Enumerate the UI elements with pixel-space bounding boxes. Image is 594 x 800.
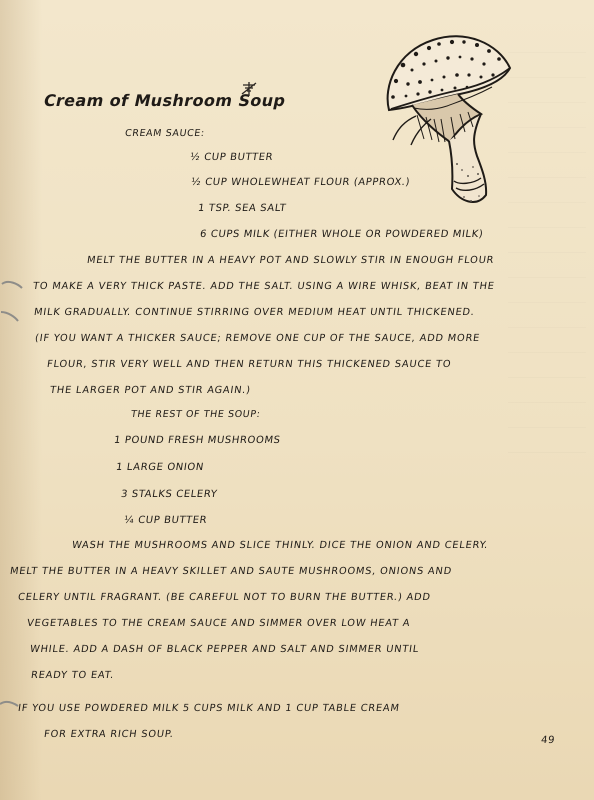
cream-sauce-method-line: TO MAKE A VERY THICK PASTE. ADD THE SALT. USING A WIRE WHISK, BEAT IN THE [32, 281, 496, 292]
cream-sauce-method-line: MELT THE BUTTER IN A HEAVY POT AND SLOWLY STIR IN ENOUGH FLOUR [86, 255, 495, 266]
cream-sauce-ingredient: 6 CUPS MILK (EITHER WHOLE OR POWDERED MILK) [199, 229, 485, 240]
soup-ingredient: 1 LARGE ONION [115, 462, 205, 473]
soup-ingredient: 1 POUND FRESH MUSHROOMS [113, 435, 282, 446]
cream-sauce-method-line: MILK GRADUALLY. CONTINUE STIRRING OVER MEDIUM HEAT UNTIL THICKENED. [33, 307, 476, 318]
soup-method-line: CELERY UNTIL FRAGRANT. (BE CAREFUL NOT TO BURN THE BUTTER.) ADD [17, 592, 432, 603]
cream-sauce-ingredient: ½ CUP WHOLEWHEAT FLOUR (APPROX.) [190, 177, 411, 188]
cream-sauce-method-line: THE LARGER POT AND STIR AGAIN.) [49, 385, 252, 396]
soup-method-line: MELT THE BUTTER IN A HEAVY SKILLET AND SAUTE MUSHROOMS, ONIONS AND [9, 566, 453, 577]
rest-of-soup-heading: THE REST OF THE SOUP: [130, 409, 262, 420]
cream-sauce-heading: CREAM SAUCE: [124, 128, 206, 139]
recipe-note-line: IF YOU USE POWDERED MILK 5 CUPS MILK AND 1 CUP TABLE CREAM [17, 703, 401, 714]
cream-sauce-ingredient: 1 TSP. SEA SALT [197, 203, 287, 214]
cream-sauce-ingredient: ½ CUP BUTTER [189, 152, 274, 163]
soup-method-line: WHILE. ADD A DASH OF BLACK PEPPER AND SALT AND SIMMER UNTIL [29, 644, 420, 655]
page-number: 49 [540, 735, 556, 746]
soup-ingredient: 3 STALKS CELERY [120, 489, 219, 500]
title-flourish-icon [240, 80, 258, 98]
soup-method-line: WASH THE MUSHROOMS AND SLICE THINLY. DICE THE ONION AND CELERY. [71, 540, 489, 551]
cream-sauce-method-line: FLOUR, STIR VERY WELL AND THEN RETURN THIS THICKENED SAUCE TO [46, 359, 452, 370]
recipe-note-line: FOR EXTRA RICH SOUP. [43, 729, 175, 740]
mushroom-illustration [381, 24, 517, 224]
soup-method-line: READY TO EAT. [30, 670, 115, 681]
soup-ingredient: ¼ CUP BUTTER [123, 515, 208, 526]
recipe-title: Cream of Mushroom Soup [41, 91, 288, 110]
paper-bleed-marks [508, 52, 586, 472]
soup-method-line: VEGETABLES TO THE CREAM SAUCE AND SIMMER OVER LOW HEAT A [26, 618, 411, 629]
cream-sauce-method-line: (IF YOU WANT A THICKER SAUCE; REMOVE ONE CUP OF THE SAUCE, ADD MORE [34, 333, 481, 344]
